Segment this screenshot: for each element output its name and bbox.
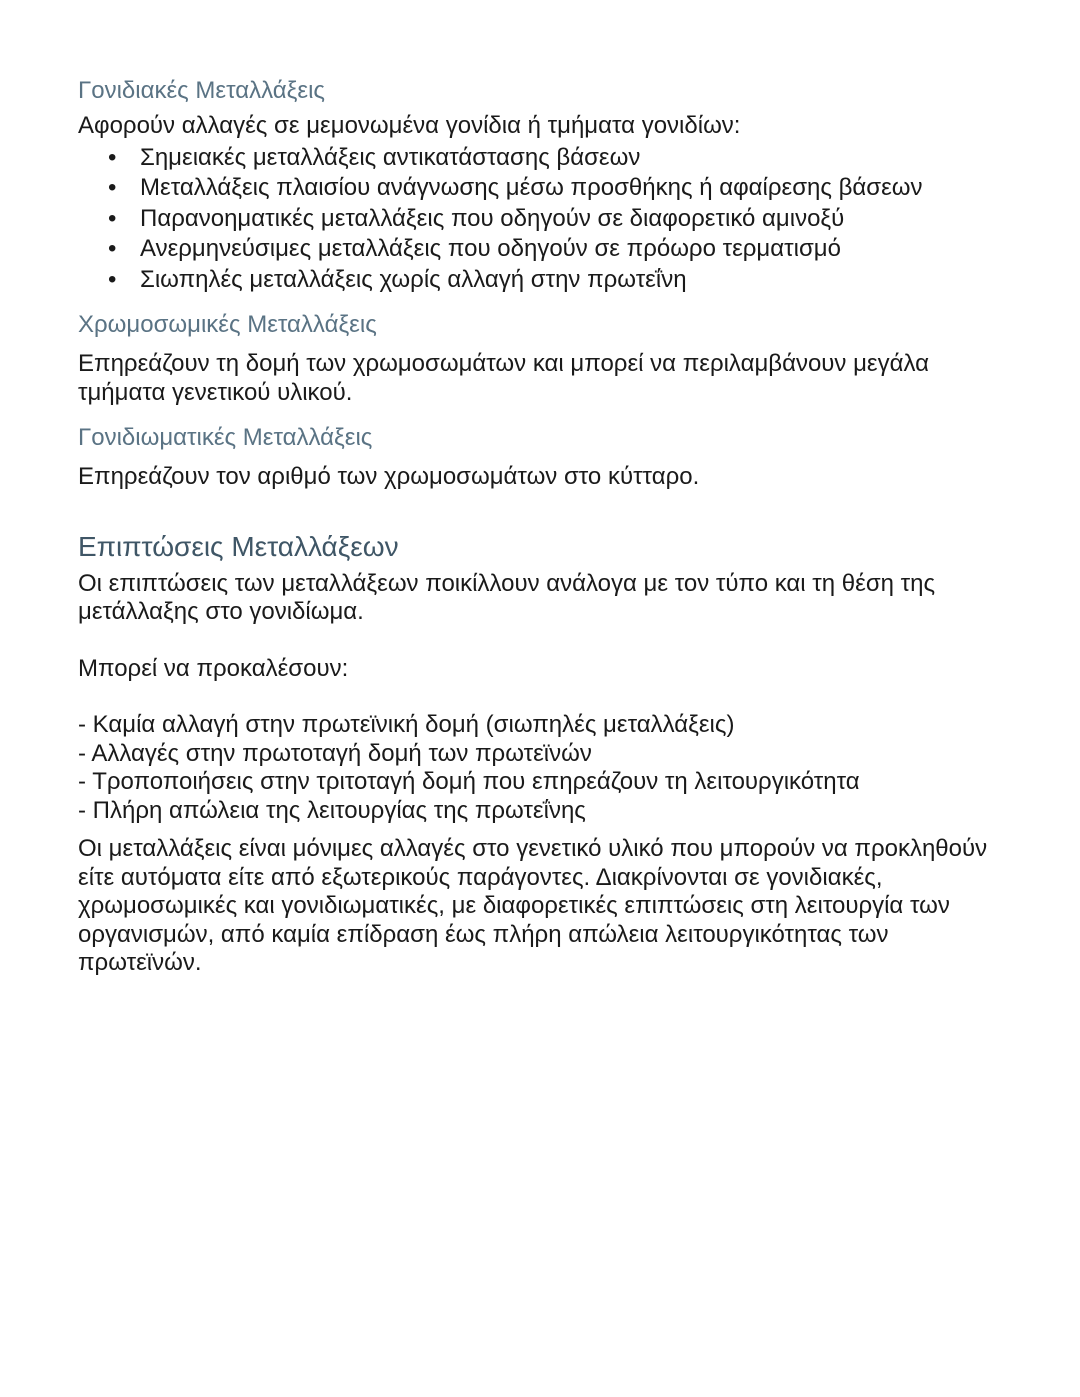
may-cause-label: Μπορεί να προκαλέσουν:	[78, 654, 349, 682]
chromosomal-mutations-text: Επηρεάζουν τη δομή των χρωμοσωμάτων και μπορεί να περιλαμβάνουν μεγάλα τμήματα γενετικού υλικού.	[78, 350, 930, 406]
document-page	[78, 76, 1008, 978]
genomic-mutations-heading: Γονιδιωματικές Μεταλλάξεις	[78, 424, 373, 451]
effects-dash-list	[78, 711, 1008, 825]
genomic-mutations-text: Επηρεάζουν τον αριθμό των χρωμοσωμάτων στο κύτταρο.	[78, 463, 700, 490]
bullet-icon: •	[108, 174, 117, 201]
bullet-icon: •	[108, 235, 117, 262]
list-item	[78, 144, 1008, 173]
list-item-text: Ανερμηνεύσιμες μεταλλάξεις που οδηγούν σε πρόωρο τερματισμό	[140, 235, 841, 262]
summary-paragraph: Οι μεταλλάξεις είναι μόνιμες αλλαγές στο γενετικό υλικό που μπορούν να προκληθούν είτε αυτόματα είτε από εξωτερικούς παράγοντες. Διακρίνονται σε γονιδιακές, χρωμοσωμικές και γονιδιωματικές, με διαφορετικές επιπτώσεις στη λειτουργία των οργανισμών, από καμία επίδραση έως πλήρη απώλεια λειτουργικότητας των πρωτεϊνών.	[78, 835, 988, 976]
list-item-text: Παρανοηματικές μεταλλάξεις που οδηγούν σε διαφορετικό αμινοξύ	[140, 204, 845, 232]
bullet-icon: •	[108, 265, 117, 293]
list-item	[78, 174, 1008, 203]
list-item-text: Σιωπηλές μεταλλάξεις χωρίς αλλαγή στην πρωτεΐνη	[140, 265, 687, 293]
effects-text: Οι επιπτώσεις των μεταλλάξεων ποικίλλουν ανάλογα με τον τύπο και τη θέση της μετάλλαξης στο γονιδίωμα.	[78, 569, 936, 625]
gene-mutations-heading: Γονιδιακές Μεταλλάξεις	[78, 77, 325, 104]
dash-item: - Αλλαγές στην πρωτοταγή δομή των πρωτεϊνών	[78, 739, 592, 767]
list-item-text: Μεταλλάξεις πλαισίου ανάγνωσης μέσω προσθήκης ή αφαίρεσης βάσεων	[140, 174, 923, 201]
gene-mutations-list	[78, 144, 1008, 295]
list-item	[78, 266, 1008, 295]
dash-item: - Καμία αλλαγή στην πρωτεϊνική δομή (σιωπηλές μεταλλάξεις)	[78, 711, 735, 738]
gene-mutations-intro: Αφορούν αλλαγές σε μεμονωμένα γονίδια ή τμήματα γονιδίων:	[78, 112, 741, 139]
list-item	[78, 205, 1008, 234]
bullet-icon: •	[108, 204, 117, 232]
list-item	[78, 235, 1008, 264]
dash-item: - Πλήρη απώλεια της λειτουργίας της πρωτεΐνης	[78, 796, 586, 824]
dash-item: - Τροποποιήσεις στην τριτοταγή δομή που επηρεάζουν τη λειτουργικότητα	[78, 768, 860, 795]
bullet-icon: •	[108, 143, 117, 171]
effects-heading: Επιπτώσεις Μεταλλάξεων	[78, 530, 399, 562]
list-item-text: Σημειακές μεταλλάξεις αντικατάστασης βάσεων	[140, 143, 641, 171]
chromosomal-mutations-heading: Χρωμοσωμικές Μεταλλάξεις	[78, 311, 377, 338]
